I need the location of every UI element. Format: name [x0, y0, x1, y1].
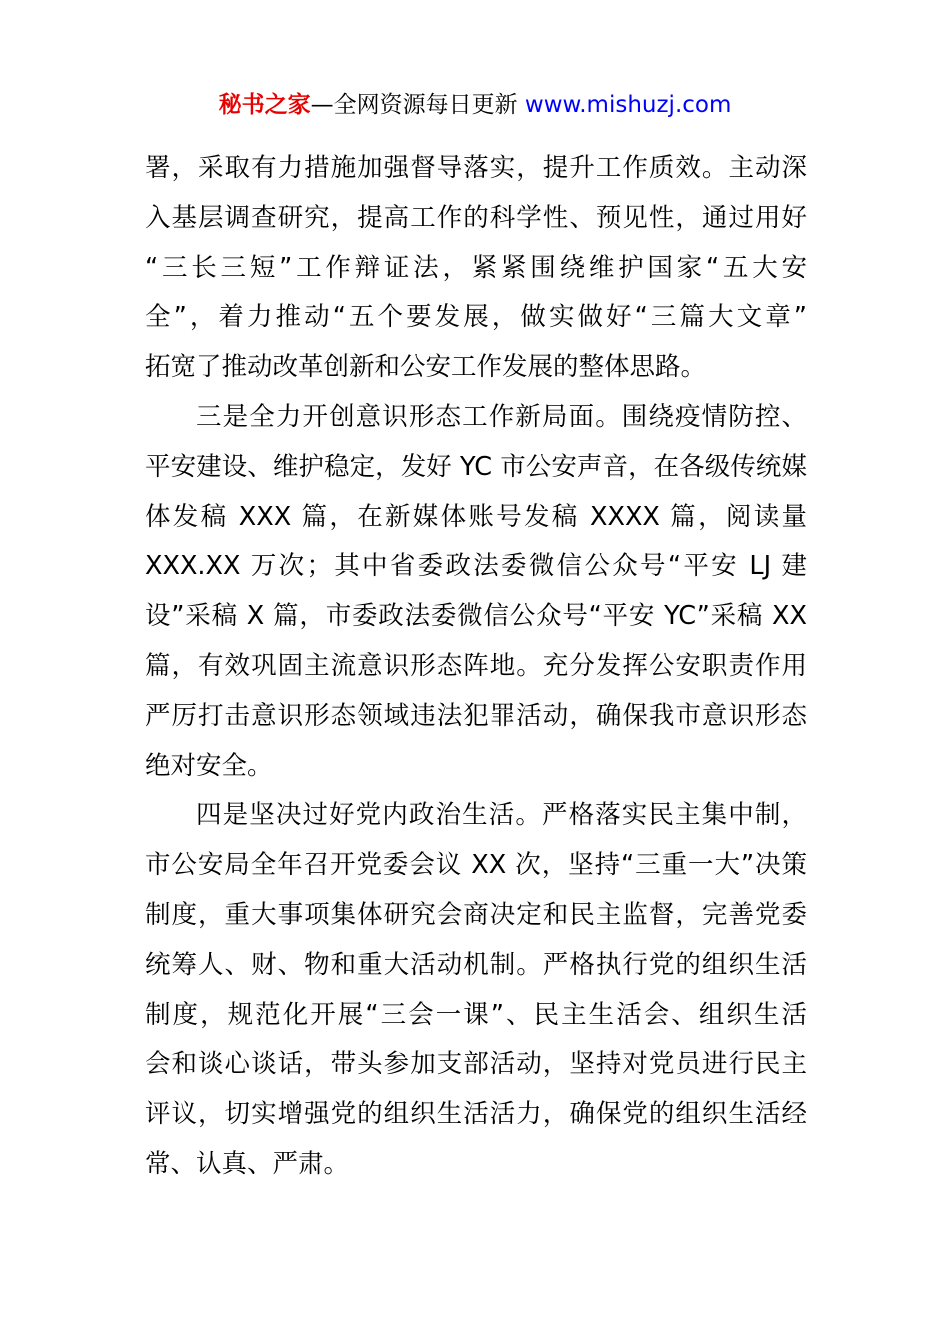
text-line: 拓宽了推动改革创新和公安工作发展的整体思路。 — [145, 352, 707, 383]
text-line: 设”采稿 X 篇，市委政法委微信公众号“平安 YC”采稿 XX — [145, 601, 807, 632]
paragraph-first-line: 三是全力开创意识形态工作新局面。围绕疫情防控、 — [196, 401, 807, 432]
text-line: 制度，重大事项集体研究会商决定和民主监督，完善党委 — [145, 899, 807, 930]
text-line: 统筹人、财、物和重大活动机制。严格执行党的组织生活 — [145, 949, 807, 980]
site-url-link[interactable]: www.mishuzj.com — [524, 92, 732, 118]
page-header — [0, 88, 950, 122]
text-line: 入基层调查研究，提高工作的科学性、预见性，通过用好 — [145, 202, 807, 233]
text-line: 体发稿 XXX 篇，在新媒体账号发稿 XXXX 篇，阅读量 — [145, 501, 807, 532]
brand-name: 秘书之家 — [218, 92, 311, 118]
text-line: 市公安局全年召开党委会议 XX 次，坚持“三重一大”决策 — [145, 850, 807, 881]
text-line: 署，采取有力措施加强督导落实，提升工作质效。主动深 — [145, 153, 807, 183]
text-line: 严厉打击意识形态领域违法犯罪活动，确保我市意识形态 — [145, 700, 807, 731]
text-line: 制度，规范化开展“三会一课”、民主生活会、组织生活 — [145, 999, 807, 1030]
text-line: 篇，有效巩固主流意识形态阵地。充分发挥公安职责作用 — [145, 650, 807, 681]
document-body — [145, 144, 807, 1190]
text-line: 平安建设、维护稳定，发好 YC 市公安声音，在各级传统媒 — [145, 451, 807, 482]
text-line: XXX.XX 万次；其中省委政法委微信公众号“平安 LJ 建 — [145, 551, 807, 582]
paragraph-first-line: 四是坚决过好党内政治生活。严格落实民主集中制， — [196, 800, 807, 831]
text-line: 会和谈心谈话，带头参加支部活动，坚持对党员进行民主 — [145, 1049, 807, 1080]
text-line: 常、认真、严肃。 — [145, 1148, 350, 1179]
text-line: “三长三短”工作辩证法，紧紧围绕维护国家“五大安 — [145, 252, 807, 283]
text-line: 全”，着力推动“五个要发展，做实做好“三篇大文章” — [145, 302, 807, 333]
text-line: 绝对安全。 — [145, 750, 273, 781]
text-line: 评议，切实增强党的组织生活活力，确保党的组织生活经 — [145, 1099, 807, 1130]
header-tagline: —全网资源每日更新 — [310, 92, 525, 118]
